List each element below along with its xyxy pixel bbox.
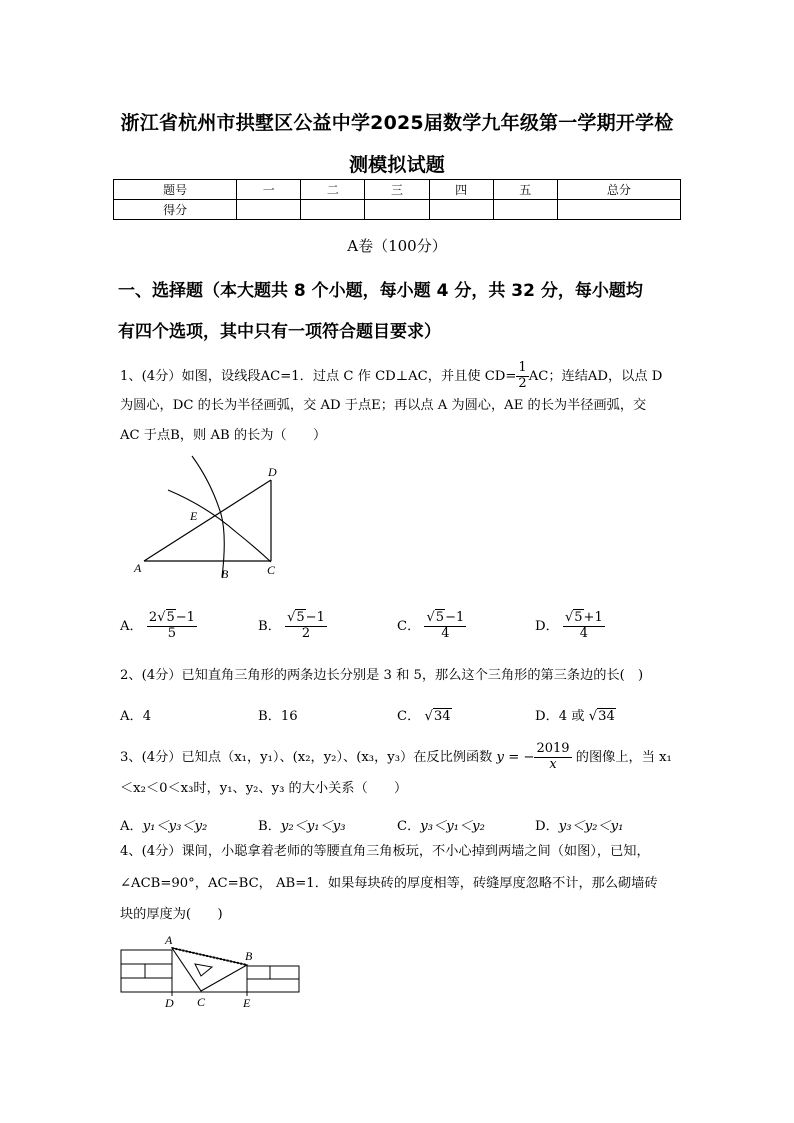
q4-line-3: 块的厚度为( ) bbox=[120, 907, 223, 922]
option-text: y₁＜y₃＜y₂ bbox=[142, 819, 208, 834]
q1-text-a: 1、(4分）如图，设线段AC=1．过点 C 作 CD⊥AC，并且使 CD= bbox=[120, 368, 517, 384]
q1-option-b[interactable] bbox=[258, 611, 327, 642]
option-letter: D． bbox=[535, 709, 559, 724]
radicand: 5 bbox=[166, 610, 175, 625]
header-cell: 题号 bbox=[114, 180, 237, 200]
q3-text-a: 3、(4分）已知点（x₁，y₁）、(x₂，y₂）、(x₃，y₃）在反比例函数 bbox=[120, 749, 493, 765]
radicand: 34 bbox=[433, 709, 451, 724]
option-text: y₃＜y₂＜y₁ bbox=[558, 819, 624, 834]
score-cell[interactable] bbox=[493, 200, 557, 220]
q3-option-b[interactable] bbox=[258, 815, 345, 834]
score-cell[interactable] bbox=[301, 200, 365, 220]
q3-func-lhs: y = − bbox=[496, 749, 535, 765]
q3-line-1 bbox=[120, 742, 680, 773]
denominator: 5 bbox=[167, 625, 177, 641]
option-text: 16 bbox=[280, 709, 298, 724]
label-e: E bbox=[190, 509, 198, 523]
num-tail: −1 bbox=[305, 610, 325, 625]
option-fraction: $\frac{√5+1}{4}$ bbox=[564, 610, 603, 641]
option-letter: B． bbox=[258, 819, 281, 834]
radicand: 5 bbox=[435, 610, 445, 625]
q1-frac-denominator: 2 bbox=[518, 375, 527, 391]
option-letter: D． bbox=[535, 819, 559, 834]
header-cell: 二 bbox=[301, 180, 365, 200]
label-a: A bbox=[165, 933, 173, 947]
func-denominator: x bbox=[549, 756, 557, 772]
header-cell: 四 bbox=[429, 180, 493, 200]
q4-line-1: 4、(4分）课间，小聪拿着老师的等腰直角三角板玩，不小心掉到两墙之间（如图），已知， bbox=[120, 844, 650, 859]
q1-line-1 bbox=[120, 361, 680, 392]
q3-option-d[interactable] bbox=[535, 815, 623, 834]
option-fraction: $\frac{√5-1}{2}$ bbox=[287, 610, 325, 641]
title-line-1: 浙江省杭州市拱墅区公益中学2025届数学九年级第一学期开学检 bbox=[120, 112, 674, 134]
num-coef: 2 bbox=[148, 610, 158, 625]
score-cell[interactable] bbox=[429, 200, 493, 220]
label-b: B bbox=[221, 567, 229, 581]
score-table bbox=[113, 179, 681, 220]
num-tail: +1 bbox=[583, 610, 603, 625]
arc-centered-d bbox=[168, 490, 271, 562]
func-numerator: 2019 bbox=[536, 741, 570, 756]
q1-figure bbox=[128, 452, 288, 587]
denominator: 4 bbox=[441, 625, 450, 641]
q4-line-2: ∠ACB=90°，AC=BC， AB=1．如果每块砖的厚度相等，砖缝厚度忽略不计，那么砌墙砖 bbox=[120, 876, 658, 891]
score-cell[interactable] bbox=[365, 200, 429, 220]
radicand: 5 bbox=[296, 610, 305, 625]
option-letter: C． bbox=[397, 709, 421, 724]
label-c: C bbox=[267, 563, 276, 577]
option-text: 4 或 bbox=[558, 709, 585, 724]
q3-text-b: 的图像上，当 x₁ bbox=[575, 749, 672, 765]
denominator: 2 bbox=[301, 625, 311, 641]
label-e: E bbox=[243, 996, 251, 1010]
score-table-score-row bbox=[114, 200, 681, 220]
section-heading-line-2: 有四个选项，其中只有一项符合题目要求） bbox=[118, 322, 441, 342]
q3-func-fraction bbox=[534, 742, 571, 773]
q2-text: 2、(4分）已知直角三角形的两条边长分别是 3 和 5，那么这个三角形的第三条边的长( ) bbox=[120, 668, 644, 683]
section-heading-line-1: 一、选择题（本大题共 8 个小题，每小题 4 分，共 32 分，每小题均 bbox=[118, 281, 643, 301]
right-wall bbox=[247, 966, 299, 992]
score-table-header-row bbox=[114, 180, 681, 200]
option-letter: A． bbox=[120, 819, 143, 834]
q1-line-2: 为圆心，DC 的长为半径画弧，交 AD 于点E；再以点 A 为圆心，AE 的长为半径画弧，交 bbox=[120, 398, 647, 413]
label-d: D bbox=[165, 996, 174, 1010]
option-letter: C． bbox=[397, 819, 421, 834]
option-fraction: $\frac{2√5-1}{5}$ bbox=[148, 610, 195, 641]
option-text: y₂＜y₁＜y₃ bbox=[280, 819, 346, 834]
radicand: 5 bbox=[574, 610, 583, 625]
option-letter: A． bbox=[120, 709, 143, 724]
q1-option-d[interactable] bbox=[535, 611, 605, 642]
header-cell: 总分 bbox=[557, 180, 680, 200]
header-cell: 一 bbox=[237, 180, 301, 200]
left-wall bbox=[121, 950, 172, 992]
option-letter: D． bbox=[535, 618, 559, 634]
option-letter: A． bbox=[120, 618, 143, 634]
option-letter: B． bbox=[258, 618, 281, 634]
q1-option-c[interactable] bbox=[397, 611, 466, 642]
label-b: B bbox=[245, 949, 253, 963]
q1-frac-numerator: 1 bbox=[518, 360, 527, 375]
q2-option-b[interactable] bbox=[258, 705, 298, 724]
num-tail: −1 bbox=[175, 610, 195, 625]
score-cell[interactable] bbox=[237, 200, 301, 220]
title-line-2: 测模拟试题 bbox=[348, 154, 445, 176]
q1-text-b: AC；连结AD，以点 D bbox=[528, 368, 663, 384]
q1-option-a[interactable] bbox=[120, 611, 197, 642]
q2-option-c[interactable]: C． √34 bbox=[397, 709, 451, 724]
option-letter: C． bbox=[397, 618, 421, 634]
label-d: D bbox=[268, 465, 277, 479]
q4-figure bbox=[115, 932, 305, 1012]
header-cell: 五 bbox=[493, 180, 557, 200]
header-cell: 三 bbox=[365, 180, 429, 200]
denominator: 4 bbox=[579, 625, 588, 641]
num-tail: −1 bbox=[445, 610, 465, 625]
paper-section-heading: A卷（100分） bbox=[347, 237, 447, 255]
q3-line-2: ＜x₂＜0＜x₃时，y₁、y₂、y₃ 的大小关系（ ） bbox=[120, 781, 408, 796]
option-fraction: $\frac{√5-1}{4}$ bbox=[426, 610, 465, 641]
option-text: y₃＜y₁＜y₂ bbox=[420, 819, 485, 834]
score-cell[interactable] bbox=[557, 200, 680, 220]
triangle-hole bbox=[195, 964, 212, 976]
radicand: 34 bbox=[598, 709, 615, 724]
label-c: C bbox=[197, 995, 206, 1009]
q1-line-3: AC 于点B，则 AB 的长为（ ） bbox=[120, 428, 327, 443]
row-label: 得分 bbox=[114, 200, 237, 220]
q3-option-c[interactable] bbox=[397, 815, 485, 834]
q3-option-a[interactable] bbox=[120, 815, 207, 834]
q2-option-d[interactable]: D．4 或 √34 bbox=[535, 709, 615, 724]
option-letter: B． bbox=[258, 709, 281, 724]
q2-option-a[interactable] bbox=[120, 705, 151, 724]
segment-ad bbox=[144, 480, 271, 561]
option-text: 4 bbox=[142, 709, 152, 724]
label-a: A bbox=[134, 561, 142, 575]
q1-fraction bbox=[516, 361, 528, 392]
